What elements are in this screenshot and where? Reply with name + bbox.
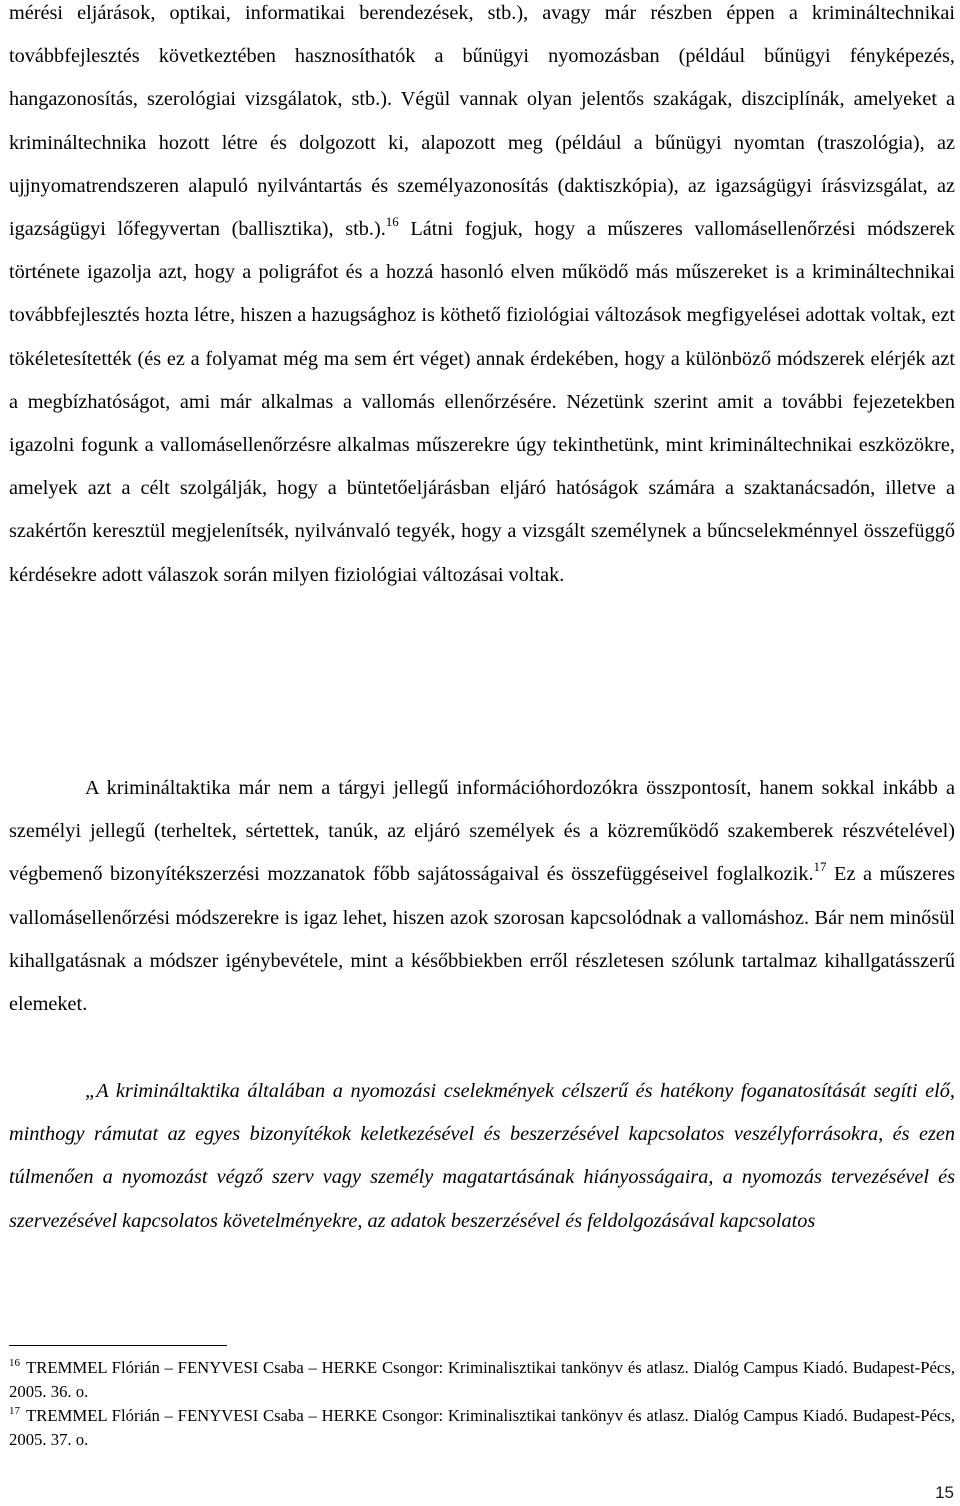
body-paragraph-2 xyxy=(9,767,955,1026)
footnote-ref-17[interactable]: 17 xyxy=(813,859,827,875)
paragraph-2-text-a: A krimináltaktika már nem a tárgyi jellegű információhordozókra összpontosít, hanem sokkal inkább a személyi jellegű (terheltek, sértettek, tanúk, az eljáró személyek és a közreműködő szakemberek részvételével) végbemenő bizonyítékszerzési mozzanatok főbb sajátosságaival és összefüggéseivel foglalkozik. xyxy=(9,777,955,886)
paragraph-1-text-a: mérési eljárások, optikai, informatikai berendezések, stb.), avagy már részben éppen a krimináltechnikai továbbfejlesztés következtében hasznosíthatók a bűnügyi nyomozásban (például bűnügyi fényképezés, hangazonosítás, szerológiai vizsgálatok, stb.). Végül vannak olyan jelentős szakágak, diszciplínák, amelyeket a krimináltechnika hozott létre és dolgozott ki, alapozott meg (például a bűnügyi nyomtan (traszológia), az ujjnyomatrendszeren alapuló nyilvántartás és személyazonosítás (daktiszkópia), az igazságügyi írásvizsgálat, az igazságügyi lőfegyvertan (ballisztika), stb.). xyxy=(9,2,955,241)
document-page xyxy=(9,0,955,1506)
footnote-17 xyxy=(9,1404,955,1452)
footnote-text: TREMMEL Flórián – FENYVESI Csaba – HERKE Csongor: Kriminalisztikai tankönyv és atlasz. Dialóg Campus Kiadó. Budapest-Pécs, 2005. 37. o. xyxy=(9,1406,955,1449)
footnotes xyxy=(9,1356,955,1452)
footnote-separator xyxy=(9,1345,227,1346)
page-number: 15 xyxy=(935,1483,954,1502)
footnote-16 xyxy=(9,1356,955,1404)
footnote-number: 17 xyxy=(9,1405,20,1417)
body-paragraph-1 xyxy=(9,0,955,762)
footnote-ref-16[interactable]: 16 xyxy=(385,214,399,230)
footnote-number: 16 xyxy=(9,1357,20,1369)
paragraph-1-text-b: Látni fogjuk, hogy a műszeres vallomásellenőrzési módszerek története igazolja azt, hogy a poligráfot és a hozzá hasonló elven működő más műszereket is a krimináltechnikai továbbfejlesztés hozta létre, hiszen a hazugsághoz is köthető fiziológiai változások megfigyelései adottak voltak, ezt tökéletesítették (és ez a folyamat még ma sem ért véget) annak érdekében, hogy a különböző módszerek elérjék azt a megbízhatóságot, ami már alkalmas a vallomás ellenőrzésére. Nézetünk szerint amit a további fejezetekben igazolni fogunk a vallomásellenőrzésre alkalmas műszerekre úgy tekinthetünk, mint krimináltechnikai eszközökre, amelyek azt a célt szolgálják, hogy a büntetőeljárásban eljáró hatóságok számára a szaktanácsadón, illetve a szakértőn keresztül megjelenítsék, nyilvánvaló tegyék, hogy a vizsgált személynek a bűncselekménnyel összefüggő kérdésekre adott válaszok során milyen fiziológiai változásai voltak. xyxy=(9,218,955,586)
block-quote: „A krimináltaktika általában a nyomozási cselekmények célszerű és hatékony foganatosítását segíti elő, minthogy rámutat az egyes bizonyítékok keletkezésével és beszerzésével kapcsolatos veszélyforrásokra, és ezen túlmenően a nyomozást végző szerv vagy személy magatartásának hiányosságaira, a nyomozás tervezésével és szervezésével kapcsolatos követelményekre, az adatok beszerzésével és feldolgozásával kapcsolatos xyxy=(9,1080,955,1232)
footnote-text: TREMMEL Flórián – FENYVESI Csaba – HERKE Csongor: Kriminalisztikai tankönyv és atlasz. Dialóg Campus Kiadó. Budapest-Pécs, 2005. 36. o. xyxy=(9,1358,955,1401)
paragraph-2-text-b: Ez a műszeres vallomásellenőrzési módszerekre is igaz lehet, hiszen azok szorosan kapcsolódnak a vallomáshoz. Bár nem minősül kihallgatásnak a módszer igénybevétele, mint a későbbiekben erről részletesen szólunk tartalmaz kihallgatásszerű elemeket. xyxy=(9,863,955,1016)
